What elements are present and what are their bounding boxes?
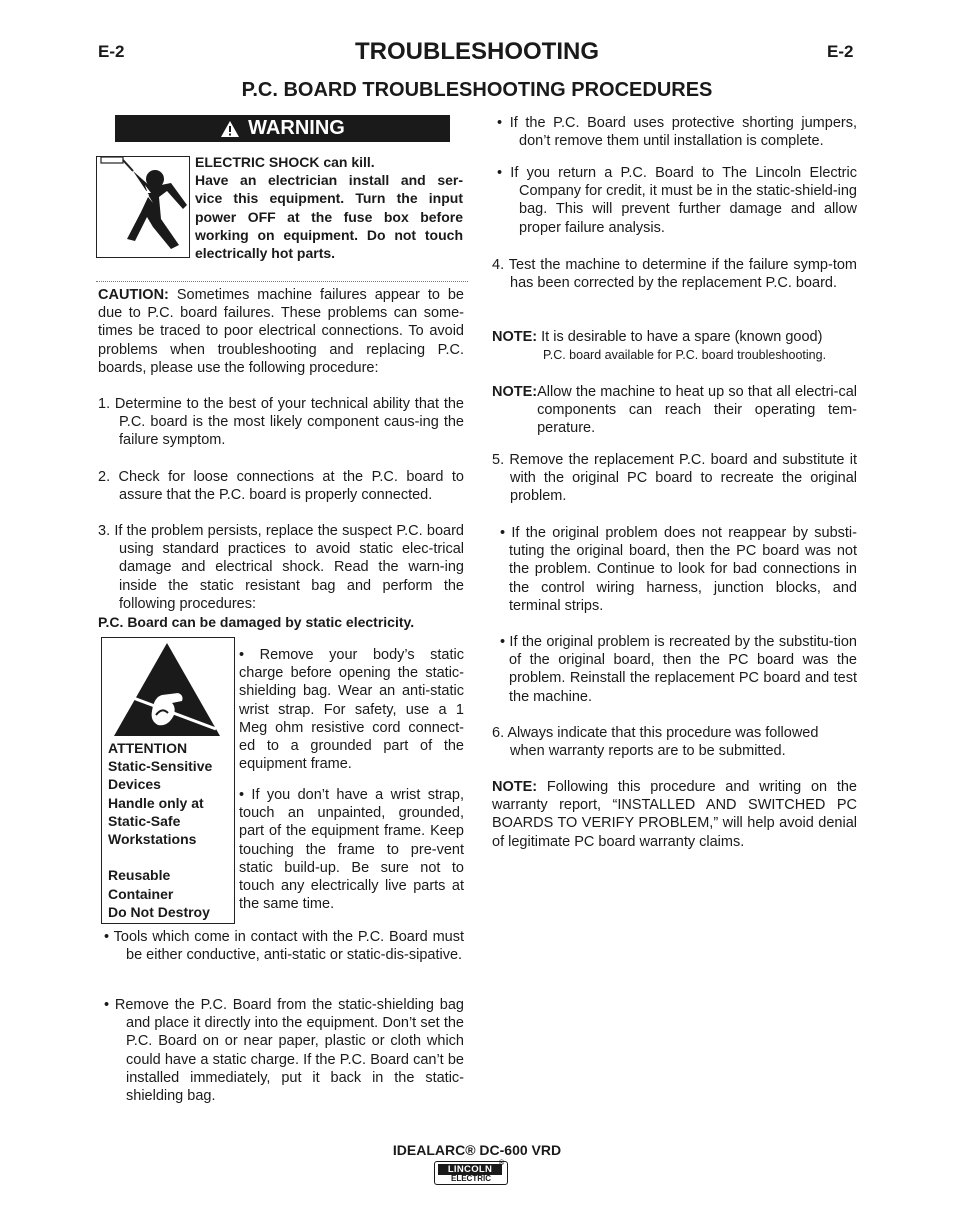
warning-line-6: electrically hot parts. (195, 245, 336, 262)
note-3 (492, 778, 857, 851)
esd-bullet-2: • If you don’t have a wrist strap, touch an unpainted, grounded, part of the equipment frame. Keep touching the frame to pre-vent static build-up. Be sure not to touch any electrically live parts at the same time. (239, 787, 464, 913)
note-2 (492, 383, 857, 438)
esd-line-10: Do Not Destroy (108, 903, 210, 920)
step-5-bullet-1: • If the original problem does not reappear by substi-tuting the original board, then the PC board was not the problem. Continue to look for bad connections in the control wiring harness, junction blocks, and terminal strips. (500, 525, 857, 614)
esd-label-box (101, 637, 235, 924)
warning-banner (115, 115, 450, 142)
esd-line-6: Workstations (108, 831, 197, 848)
caution-paragraph (98, 286, 464, 377)
page-number-left: E-2 (98, 42, 125, 61)
logo-electric-text: ELECTRIC (451, 1174, 491, 1183)
bullet-tools: • Tools which come in contact with the P.C. Board must be either conductive, anti-static or static-dis-sipative. (104, 929, 464, 964)
caution-label: CAUTION: (98, 287, 169, 303)
warning-line-3: vice this equipment. Turn the input (195, 190, 463, 207)
esd-line-2: Static-Sensitive (108, 758, 213, 775)
step-6: 6. Always indicate that this procedure was followed when warranty reports are to be submitted. (492, 725, 819, 760)
note-3-text: Following this procedure and writing on the warranty report, “INSTALLED AND SWITCHED PC BOARDS TO VERIFY PROBLEM,” will help avoid denial of legitimate PC board warranty claims. (492, 779, 857, 850)
esd-line-1: ATTENTION (108, 740, 188, 756)
step-4: 4. Test the machine to determine if the failure symp-tom has been corrected by the replacement P.C. board. (492, 257, 857, 292)
page-number-right: E-2 (827, 42, 854, 61)
esd-line-9: Container (108, 885, 174, 902)
warning-triangle-icon (220, 120, 240, 138)
step-5-bullet-2: • If the original problem is recreated by the substitu-tion of the original board, then the PC board was the problem. Reinstall the replacement PC board and test the machine. (500, 634, 857, 705)
note-3-label: NOTE: (492, 779, 538, 795)
note-1-label: NOTE: (492, 329, 538, 345)
lincoln-logo (434, 1161, 508, 1185)
divider (96, 281, 468, 282)
logo-lincoln-text: LINCOLN (438, 1164, 502, 1175)
warning-line-2: Have an electrician install and ser- (195, 172, 463, 189)
bullet-return-board: • If you return a P.C. Board to The Lincoln Electric Company for credit, it must be in the static-shield-ing bag. This will prevent further damage and allow proper failure analysis. (497, 165, 857, 236)
bullet-remove-board: • Remove the P.C. Board from the static-shielding bag and place it directly into the equipment. Don’t set the P.C. Board on or near paper, plastic or cloth which could have a static charge. If the P.C. Board can’t be installed immediately, put it back in the static-shielding bag. (104, 997, 464, 1105)
esd-line-5: Static-Safe (108, 812, 181, 829)
warning-line-1: ELECTRIC SHOCK can kill. (195, 154, 375, 170)
note-2-label: NOTE: (492, 384, 538, 400)
note-1-line-1: It is desirable to have a spare (known good) (537, 329, 823, 345)
warning-line-5: working on equipment. Do not touch (195, 226, 463, 243)
esd-bullet-1: • Remove your body’s static charge before opening the static-shielding bag. Wear an anti-static wrist strap. For safety, use a 1 Meg ohm resistive cord connect-ed to a grounded part of the equipment frame. (239, 647, 464, 773)
electric-shock-icon (96, 156, 190, 258)
step-1: 1. Determine to the best of your technical ability that the P.C. board is the most likely component caus-ing the failure symptom. (98, 396, 464, 449)
warning-label: WARNING (248, 117, 345, 139)
step-5: 5. Remove the replacement P.C. board and substitute it with the original PC board to recreate the original problem. (492, 452, 857, 505)
note-1 (492, 328, 857, 364)
page-title: TROUBLESHOOTING (355, 38, 599, 65)
esd-line-8: Reusable (108, 867, 171, 884)
bullet-jumpers: • If the P.C. Board uses protective shorting jumpers, don’t remove them until installation is complete. (497, 115, 857, 150)
caution-text: Sometimes machine failures appear to be due to P.C. board failures. These problems can some-times be traced to poor electrical connections. To avoid problems when troubleshooting and replacing P.C. boards, please use the following procedure: (98, 287, 464, 376)
step-3: 3. If the problem persists, replace the suspect P.C. board using standard practices to avoid static elec-trical damage and electrical shock. Read the warn-ing inside the static resistant bag and perform the following procedures: (98, 523, 464, 612)
warning-line-4: power OFF at the fuse box before (195, 208, 463, 225)
registered-mark-icon: ® (499, 1160, 505, 1167)
note-2-text: Allow the machine to heat up so that all electri-cal components can reach their operating tem-perature. (537, 384, 857, 437)
step-2: 2. Check for loose connections at the P.C. board to assure that the P.C. board is properly connected. (98, 469, 464, 504)
section-title: P.C. BOARD TROUBLESHOOTING PROCEDURES (241, 79, 713, 101)
static-warning: P.C. Board can be damaged by static electricity. (98, 614, 415, 630)
esd-warning-icon (112, 641, 222, 737)
note-1-line-2: P.C. board available for P.C. board troubleshooting. (543, 348, 827, 363)
esd-line-4: Handle only at (108, 794, 204, 811)
esd-line-3: Devices (108, 776, 161, 793)
footer-model: IDEALARC® DC-600 VRD (392, 1142, 562, 1158)
esd-spacer (108, 848, 212, 866)
